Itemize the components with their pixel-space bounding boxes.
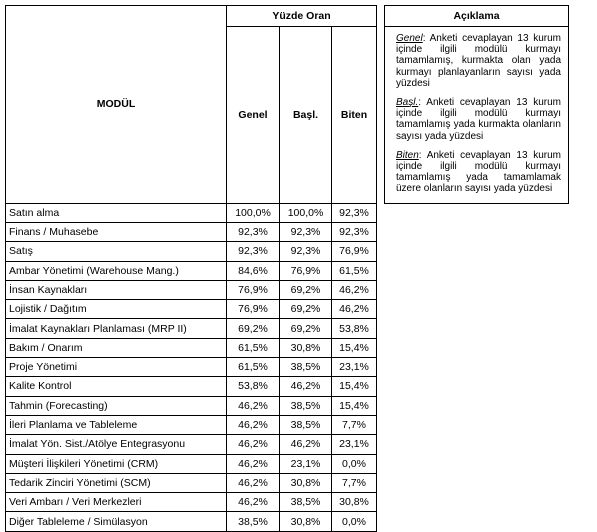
module-name: İmalat Kaynakları Planlaması (MRP II) (6, 319, 227, 338)
value-genel: 38,5% (227, 512, 280, 531)
header-modul: MODÜL (6, 6, 227, 204)
table-row (6, 415, 569, 434)
value-basl: 30,8% (280, 338, 332, 357)
table-row (6, 338, 569, 357)
module-name: Satış (6, 242, 227, 261)
value-genel: 76,9% (227, 300, 280, 319)
module-rows (6, 203, 569, 531)
value-genel: 46,2% (227, 473, 280, 492)
header-explanation: Açıklama (385, 6, 569, 27)
table-row (6, 203, 569, 222)
column-gap (377, 6, 385, 204)
module-name: Satın alma (6, 203, 227, 222)
header-basl: Başl. (280, 27, 332, 204)
module-name: Ambar Yönetimi (Warehouse Mang.) (6, 261, 227, 280)
value-basl: 38,5% (280, 493, 332, 512)
value-basl: 92,3% (280, 222, 332, 241)
value-basl: 69,2% (280, 300, 332, 319)
module-name: İnsan Kaynakları (6, 280, 227, 299)
term-basl: Başl. (396, 97, 419, 109)
value-basl: 46,2% (280, 377, 332, 396)
module-name: Diğer Tableleme / Simülasyon (6, 512, 227, 531)
value-basl: 69,2% (280, 319, 332, 338)
value-biten: 23,1% (332, 435, 377, 454)
table-row (6, 280, 569, 299)
value-basl: 46,2% (280, 435, 332, 454)
value-basl: 92,3% (280, 242, 332, 261)
header-biten: Biten (332, 27, 377, 204)
module-name: Lojistik / Dağıtım (6, 300, 227, 319)
table-row (6, 300, 569, 319)
module-name: Tedarik Zinciri Yönetimi (SCM) (6, 473, 227, 492)
value-genel: 46,2% (227, 454, 280, 473)
value-biten: 23,1% (332, 358, 377, 377)
table-row (6, 435, 569, 454)
value-genel: 46,2% (227, 396, 280, 415)
explanation-basl (396, 97, 561, 142)
value-biten: 46,2% (332, 300, 377, 319)
explanation-genel-text: : Anketi cevaplayan 13 kurum içinde ilgili modülü kurmayı tamamlamış, kurmakta olan yada kurmayı planlayanların sayısı yada yüzdesi (396, 33, 561, 89)
explanation-genel (396, 33, 561, 89)
value-genel: 84,6% (227, 261, 280, 280)
module-table (5, 5, 569, 532)
table-row (6, 493, 569, 512)
value-biten: 30,8% (332, 493, 377, 512)
explanation-cell (385, 27, 569, 204)
table-row (6, 261, 569, 280)
value-biten: 0,0% (332, 454, 377, 473)
table-row (6, 396, 569, 415)
value-genel: 46,2% (227, 493, 280, 512)
value-basl: 30,8% (280, 473, 332, 492)
value-biten: 76,9% (332, 242, 377, 261)
module-table-container (5, 5, 569, 532)
value-basl: 30,8% (280, 512, 332, 531)
header-genel: Genel (227, 27, 280, 204)
value-biten: 15,4% (332, 396, 377, 415)
value-biten: 46,2% (332, 280, 377, 299)
table-row (6, 242, 569, 261)
table-row (6, 222, 569, 241)
value-genel: 61,5% (227, 358, 280, 377)
table-row (6, 473, 569, 492)
module-name: Kalite Kontrol (6, 377, 227, 396)
value-biten: 7,7% (332, 415, 377, 434)
value-basl: 69,2% (280, 280, 332, 299)
value-biten: 0,0% (332, 512, 377, 531)
module-name: Finans / Muhasebe (6, 222, 227, 241)
value-genel: 53,8% (227, 377, 280, 396)
explanation-biten-text: : Anketi cevaplayan 13 kurum içinde ilgili modülü kurmayı tamamlamış yada tamamlamak üzere olanların sayısı yada yüzdesi (396, 149, 561, 195)
value-basl: 76,9% (280, 261, 332, 280)
explanation-biten (396, 150, 561, 195)
value-biten: 15,4% (332, 338, 377, 357)
value-genel: 46,2% (227, 435, 280, 454)
value-biten: 61,5% (332, 261, 377, 280)
value-biten: 53,8% (332, 319, 377, 338)
value-basl: 38,5% (280, 415, 332, 434)
table-row (6, 358, 569, 377)
explanation-basl-text: : Anketi cevaplayan 13 kurum içinde ilgili modülü kurmayı tamamlamış yada kurmakta olanların sayısı yada yüzdesi (396, 97, 561, 142)
module-name: Veri Ambarı / Veri Merkezleri (6, 493, 227, 512)
value-genel: 92,3% (227, 222, 280, 241)
value-basl: 38,5% (280, 358, 332, 377)
module-name: Tahmin (Forecasting) (6, 396, 227, 415)
value-genel: 92,3% (227, 242, 280, 261)
table-row (6, 377, 569, 396)
header-percent: Yüzde Oran (227, 6, 377, 27)
value-biten: 92,3% (332, 222, 377, 241)
term-biten: Biten (396, 149, 419, 161)
module-name: İleri Planlama ve Tableleme (6, 415, 227, 434)
value-basl: 23,1% (280, 454, 332, 473)
value-genel: 46,2% (227, 415, 280, 434)
table-row (6, 319, 569, 338)
module-name: Bakım / Onarım (6, 338, 227, 357)
value-basl: 100,0% (280, 203, 332, 222)
table-row (6, 512, 569, 531)
value-genel: 100,0% (227, 203, 280, 222)
value-biten: 15,4% (332, 377, 377, 396)
value-basl: 38,5% (280, 396, 332, 415)
module-name: İmalat Yön. Sist./Atölye Entegrasyonu (6, 435, 227, 454)
term-genel: Genel (396, 33, 423, 44)
value-genel: 76,9% (227, 280, 280, 299)
table-row (6, 454, 569, 473)
value-genel: 69,2% (227, 319, 280, 338)
module-name: Proje Yönetimi (6, 358, 227, 377)
module-name: Müşteri İlişkileri Yönetimi (CRM) (6, 454, 227, 473)
value-genel: 61,5% (227, 338, 280, 357)
value-biten: 7,7% (332, 473, 377, 492)
value-biten: 92,3% (332, 203, 377, 222)
